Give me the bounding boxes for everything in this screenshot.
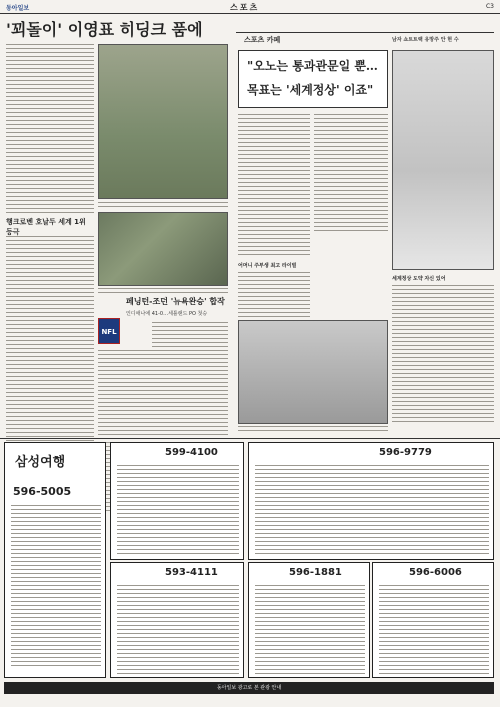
quote-line-1: "오노는 통과관문일 뿐… (247, 59, 378, 73)
quote-line-2: 목표는 '세계정상' 이죠" (247, 83, 374, 97)
ad-right-bottom-b-list (379, 585, 489, 677)
record-headline: 행크로벤 호날두 세계 1위 등극 (6, 218, 86, 236)
ad-mid-top-list (117, 465, 239, 557)
ad-right-top-list (255, 465, 489, 557)
ad-mid-bottom (110, 562, 244, 678)
skater-photo (392, 50, 494, 270)
feature-col-head-1: 어머니 주부생 최고 라이벌 (238, 263, 297, 269)
masthead (0, 0, 500, 14)
ad-mid-phone-1: 599-4100 (165, 447, 218, 458)
ad-bottom-band: 동아일보 광고로 본 관광 안내 (4, 682, 494, 694)
football-headline: 페닝턴-조던 '뉴욕완승' 합작 (126, 297, 225, 306)
football-caption (98, 288, 228, 296)
ad-mid-phone-2: 593-4111 (165, 567, 218, 578)
ad-left-list (11, 505, 101, 669)
track-photo (98, 44, 228, 199)
photo-caption (98, 202, 228, 210)
feature-col-1b (238, 272, 310, 320)
ad-left-title: 삼성여행 (15, 455, 66, 470)
paper-name: 동아일보 (6, 5, 30, 12)
race-photo (238, 320, 388, 424)
section-name: 스포츠 (230, 3, 260, 12)
feature-col-2 (314, 114, 388, 234)
main-headline: '꾀돌이' 이영표 히딩크 품에 (6, 20, 203, 39)
record-body (6, 236, 94, 444)
football-body-top (152, 322, 228, 350)
feature-tag: 스포츠 카페 (244, 36, 281, 44)
ad-right-phone-3: 596-6006 (409, 567, 462, 578)
feature-col-1 (238, 114, 310, 258)
feature-col-head-2: 세계정상 도약 자신 있어 (392, 276, 446, 282)
article-body-left (6, 44, 94, 216)
football-subhead: 인디애나에 41-0…세틀랜드 PO 첫승 (126, 311, 208, 317)
quote-box (238, 50, 388, 108)
nfl-logo-icon: NFL (98, 318, 120, 344)
ad-left (4, 442, 106, 678)
ad-right-phone-1: 596-9779 (379, 447, 432, 458)
ad-divider (0, 438, 500, 439)
football-photo (98, 212, 228, 286)
ad-mid-bottom-list (117, 585, 239, 677)
feature-divider (236, 32, 494, 33)
page-number: C3 (485, 3, 494, 10)
ad-mid-top (110, 442, 244, 560)
ad-left-phone: 596-5005 (13, 485, 72, 498)
ad-right-phone-2: 596-1881 (289, 567, 342, 578)
race-caption (238, 426, 388, 434)
feature-byline: 남자 쇼트트랙 유망주 안 현 수 (392, 37, 459, 43)
ad-right-bottom-b (372, 562, 494, 678)
feature-col-3 (392, 285, 494, 425)
ad-right-bottom-a-list (255, 585, 365, 677)
ad-right-top (248, 442, 494, 560)
ad-right-bottom-a (248, 562, 370, 678)
